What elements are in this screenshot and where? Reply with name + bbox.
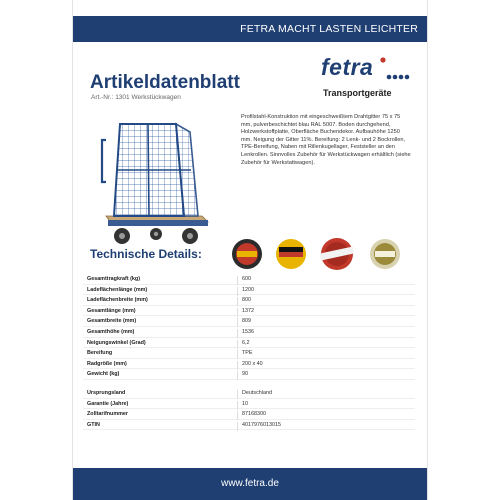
spec-value: 600 — [237, 276, 251, 285]
spec-value: 800 — [237, 297, 251, 306]
logo-subtitle: Transportgeräte — [323, 88, 392, 98]
page-title: Artikeldatenblatt — [90, 72, 240, 93]
spec-label: GTIN — [87, 421, 100, 428]
spec-value: 1372 — [237, 308, 254, 317]
totalstop-badge-icon — [320, 238, 355, 270]
table-row — [83, 369, 415, 380]
spec-value: TPE — [237, 350, 252, 359]
spec-value: 809 — [237, 318, 251, 327]
spec-table — [83, 274, 415, 430]
spec-label: Gesamtbreite (mm) — [87, 318, 137, 325]
spec-value: 4017976013015 — [237, 422, 281, 431]
spec-value: 6,2 — [237, 340, 250, 349]
spec-label: Ladeflächenlänge (mm) — [87, 286, 148, 293]
article-number: Art.-Nr.: 1301 Werkstückwagen — [91, 94, 181, 101]
spec-value: 10 — [237, 401, 248, 410]
table-row — [83, 359, 415, 370]
product-description: Profilstahl-Konstruktion mit eingeschweißtem Drahtgitter 75 x 75 mm, pulverbeschichtet blau RAL 5007. Boden durchgehend, Holzwerkstoffplatte, Oberfläche Buchendekor. Aufbauhöhe 1250 mm. Neigung der Gitter 11%. Bereifung: 2 Lenk- und 2 Bockrollen, TPE-Bereifung, Naben mit Rillenkugellager, Feststeller an den Lenkrollen. Sinnvolles Zubehör für Werkstückwagen erhältlich (siehe Zubehör für Werkstattwagen). — [241, 114, 411, 166]
section-title: Technische Details: — [90, 247, 202, 261]
spec-label: Neigungswinkel (Grad) — [87, 339, 146, 346]
table-row — [83, 388, 415, 399]
product-image — [98, 112, 210, 254]
logo-dots-icon — [321, 56, 411, 86]
table-row — [83, 409, 415, 420]
table-row — [83, 285, 415, 296]
table-row — [83, 348, 415, 359]
table-row — [83, 420, 415, 431]
spec-value: 87168300 — [237, 411, 266, 420]
datasheet-page — [73, 0, 427, 500]
table-row — [83, 327, 415, 338]
spec-value: 90 — [237, 371, 248, 380]
table-row — [83, 338, 415, 349]
spec-value: 200 x 40 — [237, 361, 263, 370]
table-row — [83, 316, 415, 327]
top-banner — [73, 16, 427, 42]
quality-badges — [229, 236, 415, 272]
spec-label: Gesamtlänge (mm) — [87, 307, 136, 314]
spec-label: Garantie (Jahre) — [87, 400, 129, 407]
spec-value: Deutschland — [237, 390, 272, 399]
spec-value: 1200 — [237, 287, 254, 296]
spec-label: Zolltarifnummer — [87, 411, 129, 418]
spec-label: Bereifung — [87, 350, 113, 357]
germany-badge-icon — [276, 239, 306, 269]
table-row — [83, 295, 415, 306]
table-row — [83, 274, 415, 285]
quality-badge-icon — [232, 239, 262, 269]
spec-label: Radgröße (mm) — [87, 360, 127, 367]
logo-wordmark: fetra — [321, 54, 374, 80]
table-row — [83, 306, 415, 317]
spec-value: 1536 — [237, 329, 254, 338]
banner-slogan: FETRA MACHT LASTEN LEICHTER — [240, 23, 418, 35]
spec-label: Gesamttragkraft (kg) — [87, 276, 141, 282]
footer-url-link[interactable]: www.fetra.de — [221, 478, 279, 489]
eco-badge-icon — [370, 239, 400, 269]
spec-label: Gewicht (kg) — [87, 371, 120, 378]
table-row — [83, 399, 415, 410]
fetra-logo — [321, 56, 411, 86]
footer-bar — [73, 468, 427, 500]
spec-label: Gesamthöhe (mm) — [87, 328, 135, 335]
spec-label: Ladeflächenbreite (mm) — [87, 297, 148, 304]
spec-label: Ursprungsland — [87, 389, 126, 396]
